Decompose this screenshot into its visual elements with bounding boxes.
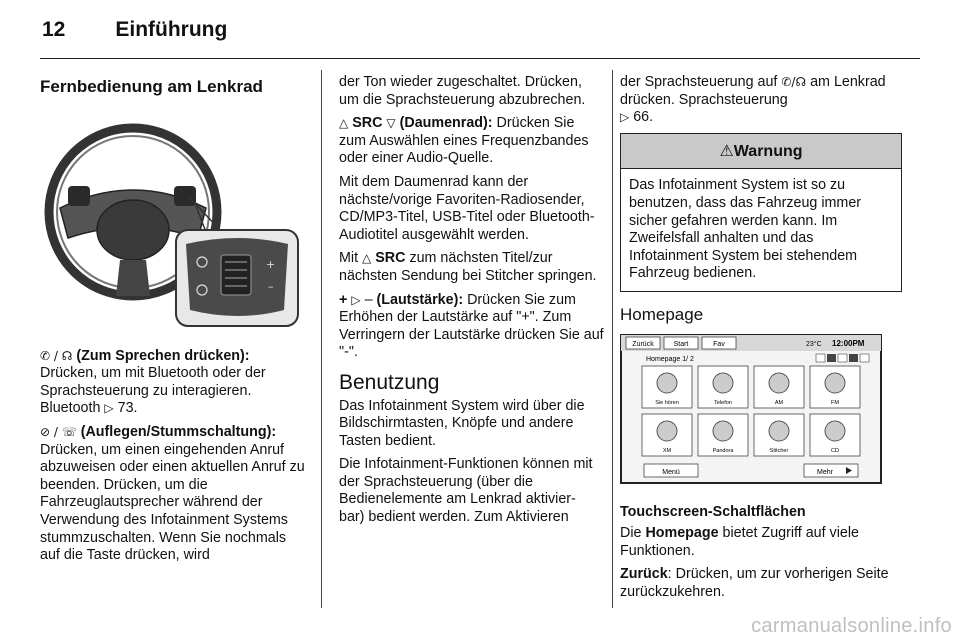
warning-title: Warnung — [733, 142, 803, 160]
column-divider — [612, 70, 613, 608]
mute-icon: ⊘ / ☏ — [40, 424, 77, 439]
paragraph: Das Infotainment System wird über die Bildschirmtasten, Knöpfe und andere Tasten bedient. — [339, 397, 585, 449]
text-segment: am Lenkrad drücken. Sprachsteuerung — [620, 74, 886, 108]
text-segment: zum nächsten Titel/zur nächsten Sendung bei Stitcher springen. — [339, 250, 597, 284]
ref-arrow-icon: ▷ — [620, 110, 630, 125]
text-segment: Mit — [339, 250, 359, 267]
warning-box — [620, 133, 902, 292]
item-talk-heading: (Zum Sprechen drücken): — [76, 347, 250, 364]
thumbwheel-label: (Daumenrad): — [399, 115, 493, 132]
screen-back-button: Zurück — [632, 340, 654, 348]
item-talk-ref: 73. — [117, 400, 138, 417]
paragraph: der Ton wieder zugeschaltet. Drücken, um die Sprachsteuerung abzubrechen. — [339, 74, 586, 108]
page-header — [42, 18, 227, 42]
text-segment: : Drücken, um zur vorherigen Seite zurückzukehren. — [620, 566, 889, 600]
screen-tile-label: Telefon — [714, 399, 732, 406]
screen-tile-label: XM — [662, 447, 672, 454]
column-3 — [620, 74, 902, 608]
screen-tile-icon — [769, 421, 789, 441]
page-number: 12 — [42, 18, 66, 41]
screen-menu-button: Menü — [662, 468, 680, 476]
volume-paragraph — [339, 292, 604, 362]
minus-label: – — [364, 291, 373, 308]
warning-icon: ⚠ — [719, 140, 734, 160]
screen-time: 12:00PM — [832, 338, 865, 348]
screen-tile-icon — [825, 421, 845, 441]
screen-tile-icon — [713, 421, 733, 441]
screen-tile-label: AM — [774, 399, 784, 406]
subheading — [620, 504, 902, 522]
screen-tile-label: Pandora — [712, 447, 734, 454]
down-arrow-icon: ▽ — [386, 116, 396, 131]
touchscreen-buttons-heading: Touchscreen-Schaltflächen — [620, 503, 806, 520]
volume-description: Drücken Sie zum Erhöhen der Lautstärke auf "+". Zum Verringern der Lautstärke drücken Sie auf "-". — [339, 291, 604, 361]
talk-icon: ✆ / ☊ — [40, 348, 73, 363]
wheel-plus-label: + — [266, 257, 276, 271]
screen-tile-icon — [769, 373, 789, 393]
voice-paragraph — [620, 74, 902, 127]
chapter-title: Einführung — [115, 18, 228, 41]
homepage-label: Homepage — [645, 525, 719, 542]
screen-tile-icon — [713, 373, 733, 393]
plus-label: + — [339, 291, 348, 308]
up-arrow-icon: △ — [362, 251, 372, 266]
text-segment: Die — [620, 525, 642, 542]
watermark: carmanualsonline.info — [751, 615, 952, 637]
screen-tile-label: Sie hören — [655, 399, 679, 406]
column-divider — [321, 70, 322, 608]
screen-more-button: Mehr — [817, 468, 833, 476]
section-title: Fernbedienung am Lenkrad — [40, 77, 263, 96]
ref-arrow-icon: ▷ — [104, 401, 114, 416]
homepage-screen-illustration — [620, 334, 882, 484]
item-mute-heading: (Auflegen/Stummschaltung): — [80, 423, 277, 440]
screen-tile-icon — [657, 373, 677, 393]
screen-start-button: Start — [673, 340, 689, 348]
screen-fav-button: Fav — [713, 340, 725, 348]
screen-tile-label: CD — [831, 447, 839, 454]
item-mute — [40, 424, 308, 565]
src-next-paragraph — [339, 250, 604, 285]
screen-tile-label: FM — [831, 399, 839, 406]
text-segment: bietet Zugriff auf viele Funktionen. — [620, 525, 859, 559]
screen-tile-icon — [825, 373, 845, 393]
column-1 — [40, 74, 308, 571]
talk-icon: ✆/☊ — [781, 75, 807, 89]
screen-page-label: Homepage 1/ 2 — [646, 355, 694, 363]
paragraph: Die Infotainment-Funktionen können mit der Sprachsteuerung (über die Bedienelemente am Lenkrad aktivier- bar) bedient werden. Zum Aktivieren — [339, 456, 593, 526]
homepage-paragraph — [620, 525, 902, 560]
volume-arrow-icon: ▷ — [351, 292, 361, 307]
back-label: Zurück — [620, 566, 668, 583]
screen-tile-icon — [657, 421, 677, 441]
src-paragraph — [339, 115, 604, 168]
reference: 66. — [633, 109, 654, 126]
warning-body: Das Infotainment System ist so zu benutzen, dass das Fahrzeug immer sicher gefahren werden kann. Im Zweifelsfall anhalten und das Infotainment System bei stehendem Fahrzeug bedienen. — [629, 177, 862, 282]
text-segment: der Sprachsteuerung auf — [620, 74, 778, 90]
screen-temperature: 23°C — [806, 340, 822, 348]
header-rule — [40, 58, 920, 59]
column-2 — [339, 74, 604, 533]
screen-tile-label: Stitcher — [769, 447, 789, 454]
src-label: SRC — [375, 250, 406, 267]
wheel-minus-label: – — [268, 279, 274, 293]
up-arrow-icon: △ — [339, 116, 349, 131]
back-paragraph — [620, 566, 902, 601]
src-label: SRC — [352, 115, 383, 132]
volume-label: (Lautstärke): — [376, 291, 464, 308]
usage-heading: Benutzung — [339, 370, 440, 394]
warning-header — [621, 134, 901, 170]
item-talk — [40, 348, 308, 418]
steering-wheel-illustration — [38, 120, 300, 330]
paragraph: Mit dem Daumenrad kann der nächste/vorige Favoriten-Radiosender, CD/MP3-Titel, USB-Titel oder Bluetooth-Audiotitel ausgewählt werden. — [339, 173, 595, 243]
item-talk-body: Drücken, um mit Bluetooth oder der Sprachsteuerung zu interagieren. Bluetooth — [40, 365, 266, 417]
src-description: Drücken Sie zum Auswählen eines Frequenzbandes oder einer Audio-Quelle. — [339, 115, 589, 167]
homepage-heading: Homepage — [620, 304, 704, 324]
item-mute-body: Drücken, um einen eingehenden Anruf abzuweisen oder einen aktuellen Anruf zu beenden. Drücken, um die Fahrzeuglautsprecher während der Verwendung des Infotainment Systems stummzuschalten. Wenn Sie nochmals auf die Taste drücken, wird — [40, 441, 305, 564]
